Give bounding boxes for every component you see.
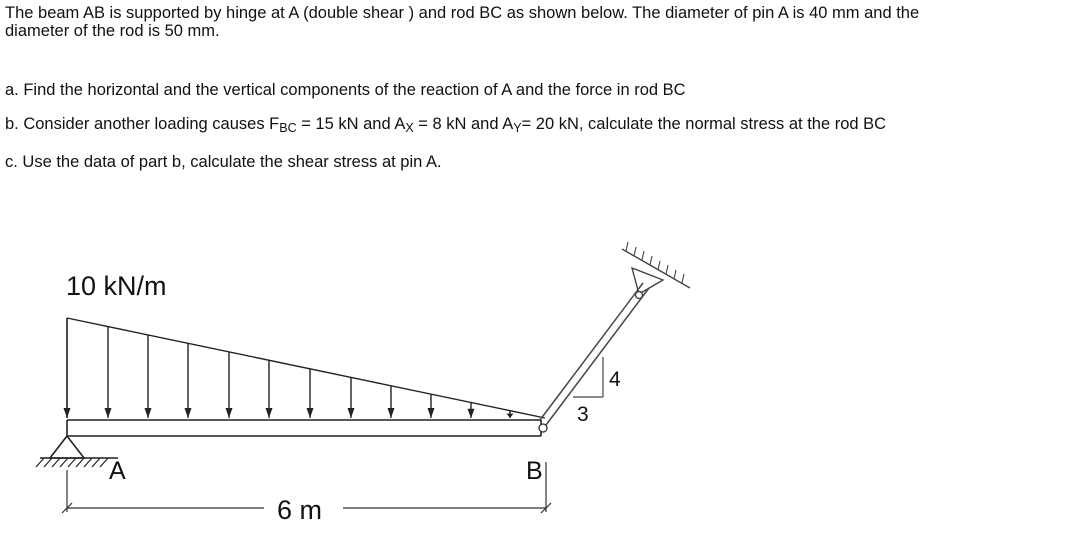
part-b-text-3: = 8 kN and A — [413, 115, 514, 133]
slope-triangle — [573, 357, 603, 397]
part-b-text-2: = 15 kN and A — [296, 115, 406, 133]
pin-b — [539, 424, 547, 432]
problem-intro-line-1: The beam AB is supported by hinge at A (double shear ) and rod BC as shown below. The diameter of pin A is 40 mm and the — [5, 4, 920, 22]
part-b-sub-y: Y — [513, 121, 522, 135]
support-c — [622, 242, 690, 299]
load-arrow-head — [388, 408, 395, 418]
part-b-sub-bc: BC — [279, 121, 297, 135]
rod-edge-2 — [546, 288, 649, 425]
part-b-text-4: = 20 kN, calculate the normal stress at the rod BC — [521, 115, 887, 133]
load-arrow-head — [105, 408, 112, 418]
part-a: a. Find the horizontal and the vertical components of the reaction of A and the force in rod BC — [5, 81, 686, 99]
load-arrow-head — [507, 414, 514, 418]
slope-label-4: 4 — [609, 368, 621, 391]
load-envelope-line — [67, 318, 545, 418]
load-arrow-head — [428, 408, 435, 418]
part-b-sub-x: X — [405, 121, 414, 135]
beam-ab — [67, 420, 541, 436]
rod-edge-1 — [540, 283, 643, 420]
load-arrow-head — [348, 408, 355, 418]
load-arrow-head — [307, 408, 314, 418]
part-c: c. Use the data of part b, calculate the shear stress at pin A. — [5, 153, 442, 171]
load-arrow-head — [226, 408, 233, 418]
load-arrow-head — [468, 409, 475, 418]
distributed-load — [67, 318, 545, 418]
pin-c — [636, 292, 643, 299]
slope-label-3: 3 — [577, 403, 589, 426]
ground-hatch — [36, 458, 108, 467]
load-arrow-head — [185, 408, 192, 418]
load-arrows — [64, 318, 514, 418]
load-arrow-head — [266, 408, 273, 418]
point-a-label: A — [109, 457, 126, 485]
problem-intro-line-2: diameter of the rod is 50 mm. — [5, 22, 220, 40]
hinge-triangle — [50, 436, 84, 458]
rod-bc — [540, 283, 649, 425]
hinge-support-a — [36, 436, 118, 467]
load-intensity-label: 10 kN/m — [66, 271, 167, 301]
span-label: 6 m — [277, 495, 323, 525]
load-arrow-head — [145, 408, 152, 418]
load-arrow-head — [64, 408, 71, 418]
point-b-label: B — [526, 457, 543, 485]
part-b-text-1: b. Consider another loading causes F — [5, 115, 280, 133]
